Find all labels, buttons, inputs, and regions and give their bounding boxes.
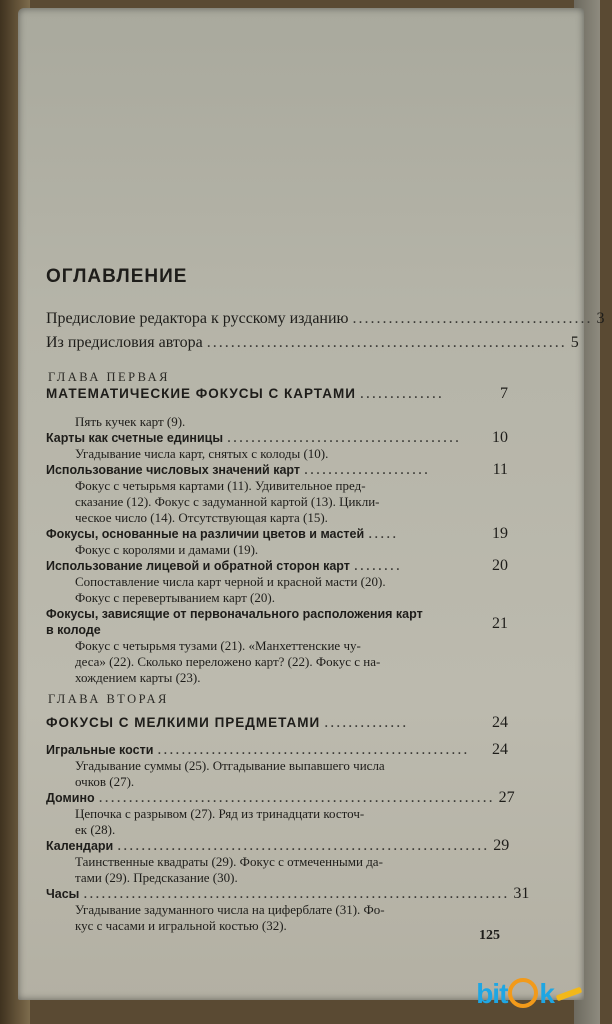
toc-sub-line: Пять кучек карт (9). — [75, 414, 186, 429]
toc-sub-line: ек (28). — [75, 822, 116, 837]
toc-section-clocks: Часы ....................................................................... 31 — [46, 885, 530, 902]
toc-sub-line: деса» (22). Сколько переложено карт? (22). Фокус с на- — [75, 654, 381, 669]
toc-entry-editor-preface: Предисловие редактора к русскому изданию ........................................ 3 — [46, 310, 605, 327]
toc-sub-line: хождением карты (23). — [75, 670, 201, 685]
hammer-icon — [556, 987, 582, 1002]
toc-sub-line: Фокус с четырьмя тузами (21). «Манхеттенские чу- — [75, 638, 361, 653]
toc-section-domino: Домино .................................................................. 27 — [46, 789, 515, 806]
toc-sub-line: кус с часами и игральной костью (32). — [75, 918, 287, 933]
book-page — [18, 8, 605, 1000]
toc-sub-line: тами (29). Предсказание (30). — [75, 870, 238, 885]
page-title: ОГЛАВЛЕНИЕ — [46, 266, 188, 287]
toc-section-continued: в колоде — [46, 623, 101, 637]
toc-section-dice: Игральные кости .................................................... 24 — [46, 741, 508, 758]
chapter-2-label: ГЛАВА ВТОРАЯ — [48, 692, 169, 706]
toc-section-calendars: Календари .............................................................. 29 — [46, 837, 510, 854]
toc-entry-author-preface: Из предисловия автора ............................................................ 5 — [46, 334, 579, 351]
page-number: 125 — [479, 928, 500, 943]
toc-sub-line: Угадывание числа карт, снятых с колоды (10). — [75, 446, 329, 461]
toc-section-cards-counting: Карты как счетные единицы ....................................... 10 — [46, 429, 508, 446]
toc-sub-line: Цепочка с разрывом (27). Ряд из тринадцати косточ- — [75, 806, 365, 821]
toc-section-colors-suits: Фокусы, основанные на различии цветов и мастей ..... 19 — [46, 525, 508, 542]
toc-section-initial-order: Фокусы, зависящие от первоначального расположения карт 21 — [46, 607, 508, 632]
toc-section-card-values: Использование числовых значений карт ..................... 11 — [46, 461, 508, 478]
toc-sub-line: сказание (12). Фокус с задуманной картой (13). Цикли- — [75, 494, 380, 509]
chapter-1-heading: МАТЕМАТИЧЕСКИЕ ФОКУСЫ С КАРТАМИ .............. 7 — [46, 385, 508, 402]
toc-sub-line: Фокус с четырьмя картами (11). Удивительное пред- — [75, 478, 366, 493]
chapter-1-label: ГЛАВА ПЕРВАЯ — [48, 370, 171, 384]
toc-sub-line: очков (27). — [75, 774, 135, 789]
toc-sub-line: Угадывание суммы (25). Отгадывание выпавшего числа — [75, 758, 385, 773]
toc-section-face-back: Использование лицевой и обратной сторон карт ........ 20 — [46, 557, 508, 574]
toc-sub-line: Фокус с перевертыванием карт (20). — [75, 590, 275, 605]
watermark-logo: bit k — [476, 978, 582, 1010]
logo-ring-icon — [508, 978, 538, 1008]
toc-sub-line: Сопоставление числа карт черной и красной масти (20). — [75, 574, 386, 589]
toc-sub-line: Таинственные квадраты (29). Фокус с отмеченными да- — [75, 854, 383, 869]
toc-sub-line: ческое число (14). Отсутствующая карта (15). — [75, 510, 328, 525]
chapter-2-heading: ФОКУСЫ С МЕЛКИМИ ПРЕДМЕТАМИ .............. 24 — [46, 714, 508, 731]
toc-sub-line: Угадывание задуманного числа на циферблате (31). Фо- — [75, 902, 385, 917]
toc-sub-line: Фокус с королями и дамами (19). — [75, 542, 259, 557]
